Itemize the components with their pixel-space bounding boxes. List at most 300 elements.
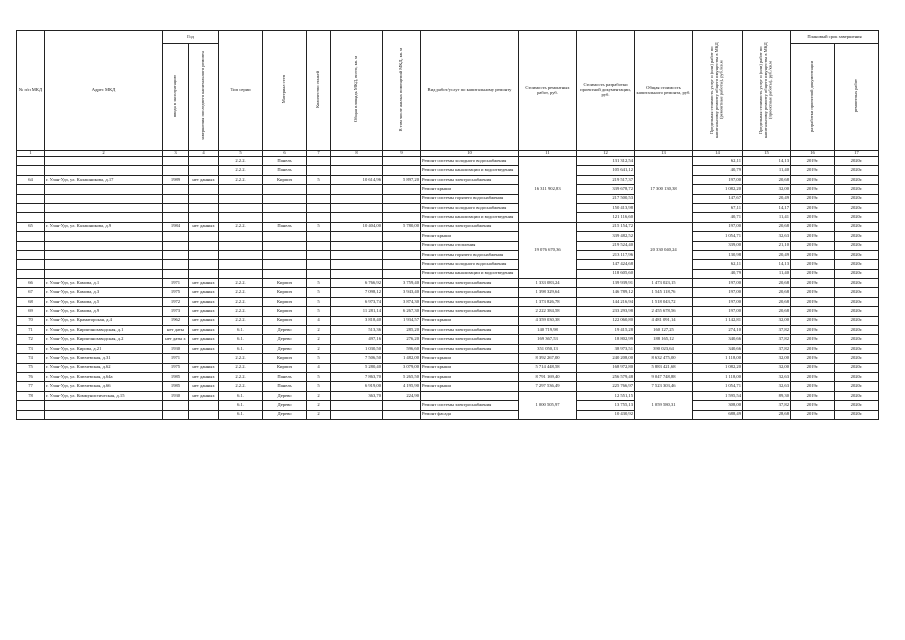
year-built-cell: 1984 [163, 222, 189, 231]
project-type-cell: 2.2.2. [219, 382, 263, 391]
column-number: 12 [577, 151, 635, 157]
deadline-design-cell: 2019г. [791, 391, 835, 400]
year-repair-cell: нет данных [189, 222, 219, 231]
project-type-cell: 2.2.2. [219, 279, 263, 288]
address-cell [45, 157, 163, 166]
total-cost-cell: 9 047 748,88 [635, 372, 693, 381]
residential-area-cell: 1 482,00 [383, 354, 421, 363]
design-cost-cell: 105 641,12 [577, 166, 635, 175]
limit-cost-2-cell: 20,49 [743, 194, 791, 203]
work-cost-cell: 5 714 448,58 [519, 363, 577, 372]
design-cost-cell: 219 524,40 [577, 241, 635, 250]
floors-cell: 5 [307, 372, 331, 381]
year-repair-cell: нет данных [189, 363, 219, 372]
total-cost-cell: 7 523 303,46 [635, 382, 693, 391]
work-type-cell [421, 391, 519, 400]
year-built-cell [163, 157, 189, 166]
row-number: 66 [17, 279, 45, 288]
limit-cost-2-cell: 20,68 [743, 222, 791, 231]
table-row [17, 157, 879, 166]
design-cost-cell: 240 208,00 [577, 354, 635, 363]
limit-cost-1-cell: 1 082,20 [693, 363, 743, 372]
table-row [17, 213, 879, 222]
work-type-cell: Ремонт системы электроснабжения [421, 175, 519, 184]
year-built-cell: 1930 [163, 391, 189, 400]
project-type-cell: 6.1. [219, 335, 263, 344]
residential-area-cell: 1 934,57 [383, 316, 421, 325]
design-cost-cell: 219 517,37 [577, 175, 635, 184]
total-cost-cell: 17 300 130,38 [635, 157, 693, 223]
total-area-cell [331, 194, 383, 203]
total-area-cell [331, 166, 383, 175]
row-number: 67 [17, 288, 45, 297]
table-row [17, 241, 879, 250]
work-type-cell: Ремонт крыши [421, 354, 519, 363]
project-type-cell: 2.2.2. [219, 222, 263, 231]
deadline-repair-cell: 2020г. [835, 288, 879, 297]
wall-material-cell: Кирпич [263, 316, 307, 325]
total-area-cell: 6 919,00 [331, 382, 383, 391]
table-row [17, 288, 879, 297]
year-repair-cell: нет данных [189, 279, 219, 288]
work-type-cell: Ремонт системы электроснабжения [421, 279, 519, 288]
deadline-repair-cell: 2020г. [835, 297, 879, 306]
floors-cell [307, 194, 331, 203]
project-type-cell: 6.1. [219, 391, 263, 400]
column-number: 10 [421, 151, 519, 157]
deadline-design-cell: 2019г. [791, 401, 835, 410]
deadline-design-cell: 2019г. [791, 166, 835, 175]
total-area-cell: 363,70 [331, 391, 383, 400]
table-row [17, 326, 879, 335]
year-built-cell: нет даты [163, 326, 189, 335]
deadline-repair-cell: 2020г. [835, 203, 879, 212]
deadline-repair-cell: 2020г. [835, 185, 879, 194]
wall-material-cell: Дерево [263, 391, 307, 400]
project-type-cell [219, 269, 263, 278]
limit-cost-1-cell: 1 118,00 [693, 354, 743, 363]
table-row [17, 250, 879, 259]
residential-area-cell: 3 943,40 [383, 288, 421, 297]
column-number: 1 [17, 151, 45, 157]
work-cost-cell: 8 791 169,40 [519, 372, 577, 381]
address-cell [45, 250, 163, 259]
design-cost-cell: 144 216,94 [577, 297, 635, 306]
wall-material-cell: Дерево [263, 326, 307, 335]
year-built-cell [163, 166, 189, 175]
total-area-cell [331, 269, 383, 278]
total-area-cell: 7 098,12 [331, 288, 383, 297]
limit-cost-2-cell: 32,63 [743, 372, 791, 381]
table-row [17, 344, 879, 353]
design-cost-cell: 215 154,72 [577, 222, 635, 231]
limit-cost-1-cell: 40,79 [693, 166, 743, 175]
residential-area-cell [383, 166, 421, 175]
table-row [17, 185, 879, 194]
total-area-cell: 11 281,14 [331, 307, 383, 316]
design-cost-cell: 339 678,72 [577, 185, 635, 194]
row-number: 72 [17, 335, 45, 344]
work-type-cell: Ремонт системы отопления [421, 241, 519, 250]
table-row [17, 203, 879, 212]
total-cost-cell: 1 518 043,72 [635, 297, 693, 306]
wall-material-cell: Панель [263, 166, 307, 175]
limit-cost-1-cell: 197,00 [693, 297, 743, 306]
column-number: 11 [519, 151, 577, 157]
limit-cost-1-cell: 1 082,20 [693, 185, 743, 194]
limit-cost-2-cell: 11,41 [743, 213, 791, 222]
floors-cell [307, 241, 331, 250]
floors-cell: 2 [307, 344, 331, 353]
limit-cost-1-cell: 130,98 [693, 250, 743, 259]
year-built-cell: 1973 [163, 307, 189, 316]
table-row [17, 166, 879, 175]
year-built-cell [163, 401, 189, 410]
limit-cost-2-cell: 28,68 [743, 410, 791, 419]
header-num: № п/п МКД [17, 31, 45, 151]
work-type-cell: Ремонт системы электроснабжения [421, 326, 519, 335]
address-cell [45, 166, 163, 175]
floors-cell: 5 [307, 297, 331, 306]
deadline-design-cell: 2019г. [791, 335, 835, 344]
design-cost-cell: 38 973,51 [577, 344, 635, 353]
work-type-cell: Ремонт системы горячего водоснабжения [421, 250, 519, 259]
limit-cost-1-cell: 308,00 [693, 401, 743, 410]
total-cost-cell: 160 127,25 [635, 326, 693, 335]
table-row [17, 335, 879, 344]
column-number: 7 [307, 151, 331, 157]
design-cost-cell: 10 430,92 [577, 410, 635, 419]
design-cost-cell: 256 579,48 [577, 372, 635, 381]
design-cost-cell: 146 789,12 [577, 288, 635, 297]
project-type-cell: 2.2.2. [219, 297, 263, 306]
wall-material-cell [263, 213, 307, 222]
limit-cost-1-cell: 1 054,71 [693, 232, 743, 241]
year-built-cell [163, 260, 189, 269]
work-type-cell: Ремонт системы электроснабжения [421, 307, 519, 316]
floors-cell: 2 [307, 326, 331, 335]
wall-material-cell [263, 269, 307, 278]
project-type-cell: 2.2.2. [219, 307, 263, 316]
work-type-cell: Ремонт системы электроснабжения [421, 344, 519, 353]
address-cell [45, 410, 163, 419]
total-cost-cell: 8 632 475,00 [635, 354, 693, 363]
residential-area-cell [383, 157, 421, 166]
residential-area-cell: 285,20 [383, 326, 421, 335]
work-type-cell: Ремонт системы холодного водоснабжения [421, 203, 519, 212]
wall-material-cell [263, 260, 307, 269]
design-cost-cell: 217 500,53 [577, 194, 635, 203]
column-number: 5 [219, 151, 263, 157]
residential-area-cell: 276,20 [383, 335, 421, 344]
wall-material-cell [263, 185, 307, 194]
year-repair-cell [189, 410, 219, 419]
address-cell [45, 241, 163, 250]
limit-cost-2-cell: 37,82 [743, 401, 791, 410]
year-repair-cell [189, 203, 219, 212]
year-repair-cell [189, 241, 219, 250]
header-address: Адрес МКД [45, 31, 163, 151]
floors-cell [307, 250, 331, 259]
design-cost-cell: 147 424,68 [577, 260, 635, 269]
total-area-cell [331, 241, 383, 250]
header-deadline-design: разработки проектной документации [791, 44, 835, 151]
project-type-cell: 2.2.2. [219, 157, 263, 166]
header-limit-cost-1: Предельная стоимость услуг и (или) работ по капитальному ремонту общего имущества в МКД (ремонтные работы), руб./кв.м [693, 31, 743, 151]
residential-area-cell [383, 269, 421, 278]
row-number: 70 [17, 316, 45, 325]
total-cost-cell: 390 023,64 [635, 344, 693, 353]
work-type-cell: Ремонт крыши [421, 363, 519, 372]
repair-plan-table [16, 30, 879, 420]
address-cell: г. Улан-Удэ, ул. Кирпичнозаводская, д.1 [45, 326, 163, 335]
deadline-design-cell: 2019г. [791, 194, 835, 203]
deadline-repair-cell: 2020г. [835, 194, 879, 203]
total-area-cell [331, 213, 383, 222]
table-row [17, 297, 879, 306]
year-repair-cell [189, 194, 219, 203]
residential-area-cell: 224,90 [383, 391, 421, 400]
table-row [17, 232, 879, 241]
header-work-cost: Стоимость ремонтных работ, руб. [519, 31, 577, 151]
year-repair-cell: нет данных [189, 307, 219, 316]
residential-area-cell: 5 265,50 [383, 372, 421, 381]
floors-cell: 2 [307, 401, 331, 410]
column-number: 8 [331, 151, 383, 157]
deadline-design-cell: 2019г. [791, 175, 835, 184]
header-total-area: Общая площадь МКД, всего, кв. м [331, 31, 383, 151]
residential-area-cell [383, 260, 421, 269]
deadline-repair-cell: 2020г. [835, 391, 879, 400]
header-year-repair: завершения последнего капитального ремонта [189, 44, 219, 151]
address-cell [45, 203, 163, 212]
total-area-cell: 3 818,40 [331, 316, 383, 325]
work-type-cell: Ремонт крыши [421, 382, 519, 391]
work-type-cell: Ремонт системы канализации и водоотведения [421, 213, 519, 222]
limit-cost-1-cell: 197,00 [693, 279, 743, 288]
design-cost-cell: 121 116,60 [577, 213, 635, 222]
deadline-design-cell: 2019г. [791, 372, 835, 381]
deadline-repair-cell: 2020г. [835, 410, 879, 419]
deadline-repair-cell: 2020г. [835, 232, 879, 241]
limit-cost-2-cell: 20,68 [743, 288, 791, 297]
work-cost-cell: 8 392 267,00 [519, 354, 577, 363]
residential-area-cell: 596,60 [383, 344, 421, 353]
deadline-repair-cell: 2020г. [835, 157, 879, 166]
column-number: 14 [693, 151, 743, 157]
floors-cell [307, 269, 331, 278]
spreadsheet-page [16, 30, 878, 420]
deadline-repair-cell: 2020г. [835, 166, 879, 175]
total-area-cell: 497,16 [331, 335, 383, 344]
limit-cost-2-cell: 37,82 [743, 344, 791, 353]
project-type-cell: 2.2.2. [219, 363, 263, 372]
total-area-cell [331, 401, 383, 410]
deadline-repair-cell: 2020г. [835, 326, 879, 335]
address-cell: г. Улан-Удэ, ул. Ключевская, д.66 [45, 382, 163, 391]
project-type-cell [219, 203, 263, 212]
header-total-cost: Общая стоимость капитального ремонта, руб. [635, 31, 693, 151]
limit-cost-2-cell: 20,49 [743, 250, 791, 259]
row-number: 68 [17, 297, 45, 306]
header-project-type: Тип серии [219, 31, 263, 151]
deadline-repair-cell: 2020г. [835, 260, 879, 269]
deadline-repair-cell: 2020г. [835, 250, 879, 259]
total-area-cell: 7 863,70 [331, 372, 383, 381]
design-cost-cell: 122 060,80 [577, 316, 635, 325]
deadline-design-cell: 2019г. [791, 288, 835, 297]
limit-cost-1-cell: 67,11 [693, 203, 743, 212]
residential-area-cell [383, 203, 421, 212]
work-cost-cell: 1 373 826,78 [519, 297, 577, 306]
row-number [17, 241, 45, 250]
column-number: 3 [163, 151, 189, 157]
wall-material-cell: Кирпич [263, 307, 307, 316]
address-cell: г. Улан-Удэ, ул. Камова, д.5 [45, 297, 163, 306]
work-cost-cell: 169 367,53 [519, 335, 577, 344]
limit-cost-2-cell: 32,00 [743, 185, 791, 194]
project-type-cell: 2.2.2. [219, 316, 263, 325]
residential-area-cell [383, 250, 421, 259]
row-number: 74 [17, 354, 45, 363]
floors-cell [307, 260, 331, 269]
limit-cost-2-cell: 89,30 [743, 391, 791, 400]
row-number [17, 232, 45, 241]
deadline-design-cell: 2019г. [791, 232, 835, 241]
deadline-repair-cell: 2020г. [835, 354, 879, 363]
project-type-cell: 2.2.2. [219, 288, 263, 297]
wall-material-cell: Дерево [263, 401, 307, 410]
residential-area-cell: 3 759,40 [383, 279, 421, 288]
table-row [17, 410, 879, 419]
deadline-repair-cell: 2020г. [835, 382, 879, 391]
table-row [17, 222, 879, 231]
address-cell: г. Улан-Удэ, ул. Калашникова, д.17 [45, 175, 163, 184]
year-built-cell: 1975 [163, 288, 189, 297]
deadline-design-cell: 2019г. [791, 269, 835, 278]
total-area-cell: 6 766,92 [331, 279, 383, 288]
year-repair-cell [189, 185, 219, 194]
header-year-built: ввода в эксплуатацию [163, 44, 189, 151]
limit-cost-1-cell: 688,49 [693, 410, 743, 419]
year-built-cell: 1985 [163, 382, 189, 391]
limit-cost-2-cell: 32,00 [743, 363, 791, 372]
header-work-type: Вид работ/услуг по капитальному ремонту [421, 31, 519, 151]
year-built-cell: 1989 [163, 175, 189, 184]
header-deadline-repair: ремонтных работ [835, 44, 879, 151]
deadline-repair-cell: 2020г. [835, 222, 879, 231]
table-row [17, 194, 879, 203]
deadline-design-cell: 2019г. [791, 260, 835, 269]
project-type-cell [219, 260, 263, 269]
limit-cost-1-cell: 147,67 [693, 194, 743, 203]
wall-material-cell: Кирпич [263, 288, 307, 297]
wall-material-cell: Панель [263, 157, 307, 166]
table-row [17, 260, 879, 269]
column-number: 15 [743, 151, 791, 157]
year-built-cell: 1971 [163, 354, 189, 363]
wall-material-cell: Панель [263, 382, 307, 391]
table-row [17, 382, 879, 391]
total-cost-cell: 20 330 040,24 [635, 222, 693, 278]
total-area-cell: 6 973,74 [331, 297, 383, 306]
limit-cost-2-cell: 32,63 [743, 382, 791, 391]
address-cell: г. Улан-Удэ, ул. Краматорская, д.4 [45, 316, 163, 325]
project-type-cell: 2.2.2. [219, 166, 263, 175]
wall-material-cell: Дерево [263, 410, 307, 419]
residential-area-cell: 5 897,20 [383, 175, 421, 184]
limit-cost-1-cell: 62,11 [693, 157, 743, 166]
year-repair-cell: нет данных [189, 316, 219, 325]
wall-material-cell: Кирпич [263, 297, 307, 306]
total-cost-cell: 4 481 091,14 [635, 316, 693, 325]
design-cost-cell: 12 551,15 [577, 391, 635, 400]
total-area-cell: 7 506,50 [331, 354, 383, 363]
address-cell [45, 260, 163, 269]
design-cost-cell: 13 755,13 [577, 401, 635, 410]
column-number: 6 [263, 151, 307, 157]
row-number: 76 [17, 372, 45, 381]
deadline-design-cell: 2019г. [791, 222, 835, 231]
year-repair-cell: нет данных [189, 344, 219, 353]
limit-cost-1-cell: 197,00 [693, 222, 743, 231]
total-area-cell [331, 157, 383, 166]
work-cost-cell: 140 719,98 [519, 326, 577, 335]
work-type-cell: Ремонт крыши [421, 232, 519, 241]
year-built-cell: 1972 [163, 297, 189, 306]
address-cell [45, 213, 163, 222]
residential-area-cell: 3 874,30 [383, 297, 421, 306]
address-cell: г. Улан-Удэ, ул. Ключевская, д.62 [45, 363, 163, 372]
row-number [17, 166, 45, 175]
design-cost-cell: 233 293,98 [577, 307, 635, 316]
limit-cost-1-cell: 340,66 [693, 335, 743, 344]
row-number [17, 401, 45, 410]
limit-cost-2-cell: 21,10 [743, 241, 791, 250]
floors-cell: 5 [307, 307, 331, 316]
column-number: 2 [45, 151, 163, 157]
deadline-design-cell: 2019г. [791, 410, 835, 419]
residential-area-cell: 5 780,00 [383, 222, 421, 231]
wall-material-cell: Дерево [263, 344, 307, 353]
row-number: 78 [17, 391, 45, 400]
row-number: 77 [17, 382, 45, 391]
table-row [17, 307, 879, 316]
design-cost-cell: 225 766,97 [577, 382, 635, 391]
floors-cell: 2 [307, 410, 331, 419]
deadline-design-cell: 2019г. [791, 382, 835, 391]
project-type-cell: 2.2.2. [219, 354, 263, 363]
deadline-repair-cell: 2020г. [835, 316, 879, 325]
wall-material-cell [263, 203, 307, 212]
deadline-design-cell: 2019г. [791, 213, 835, 222]
work-type-cell: Ремонт системы холодного водоснабжения [421, 157, 519, 166]
work-type-cell: Ремонт системы горячего водоснабжения [421, 194, 519, 203]
work-type-cell: Ремонт системы электроснабжения [421, 288, 519, 297]
residential-area-cell [383, 410, 421, 419]
deadline-design-cell: 2019г. [791, 326, 835, 335]
limit-cost-2-cell: 14,13 [743, 157, 791, 166]
address-cell: г. Улан-Удэ, ул. Ключевская, д.31 [45, 354, 163, 363]
project-type-cell: 6.1. [219, 410, 263, 419]
floors-cell: 5 [307, 175, 331, 184]
residential-area-cell: 4 195,90 [383, 382, 421, 391]
wall-material-cell [263, 232, 307, 241]
total-area-cell [331, 232, 383, 241]
work-type-cell: Ремонт фасада [421, 410, 519, 419]
header-residential-area: В том числе жилых помещений МКД, кв. м [383, 31, 421, 151]
floors-cell: 5 [307, 382, 331, 391]
